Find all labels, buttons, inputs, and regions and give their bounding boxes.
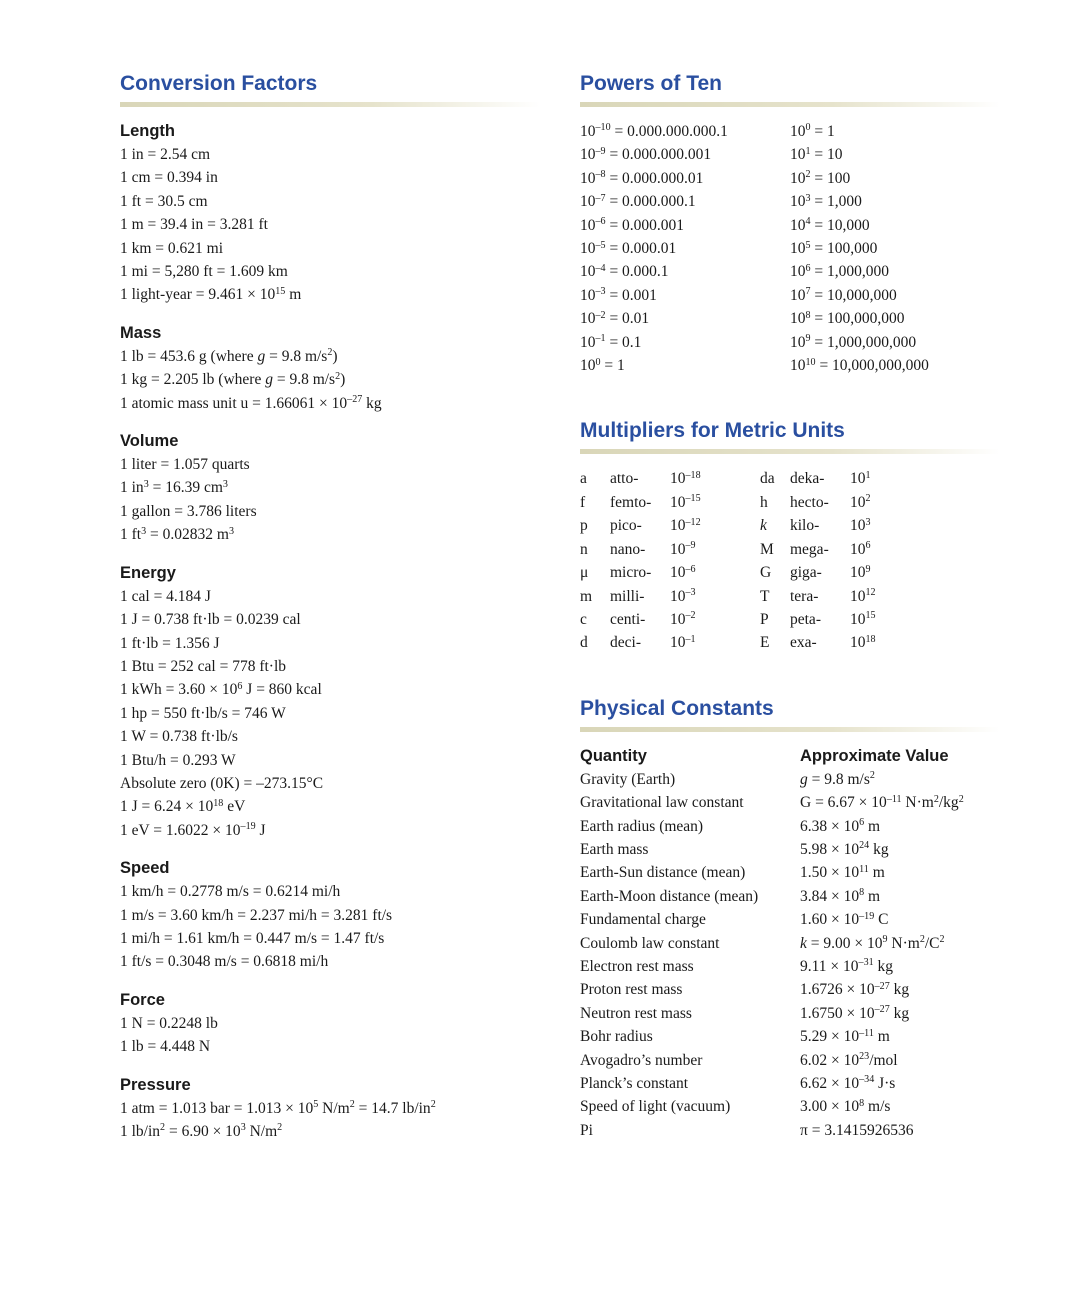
constant-value: g = 9.8 $m/s^2$ [800,770,875,788]
group-heading: Speed [120,859,170,878]
prefix-factor: $10^{12}$ [850,586,876,605]
constant-value: $k = 9.00 \times 10^9$ $N\cdot m^2/C^2$ [800,934,945,952]
group-heading: Energy [120,563,176,582]
conversion-line: 1 in = 2.54 cm [120,146,211,163]
prefix-name: centi- [610,610,646,628]
constant-quantity: Electron rest mass [580,957,694,975]
power-entry: $10^{10} = 10,000,000,000$ [790,356,929,375]
conversion-line: 1 eV = $1.6022 \times 10^{-19}$ J [120,821,266,839]
conversion-line: 1 liter = 1.057 quarts [120,456,250,474]
power-entry: $10^{-10} = 0.000.000.000.1$ [580,122,728,140]
prefix-symbol: a [580,470,587,488]
prefix-symbol: d [580,634,588,652]
conversion-line: 1 m/s = 3.60 km/h = 2.237 mi/h = 3.281 ft/s [120,906,393,924]
constant-value: π = 3.1415926536 [800,1121,914,1139]
conversion-line: 1 atomic mass unit $u = 1.66061 \times 10^{-27}$ kg [120,394,382,412]
conversion-line: 1 mi = 5,280 ft = 1.609 km [120,263,288,281]
conversion-group-volume [120,430,540,547]
constant-value: $6.62 \times 10^{-34}$ J·s [800,1074,896,1092]
prefix-factor: $10^1$ [850,469,871,488]
prefix-factor: $10^{-15}$ [670,493,701,511]
conversion-group-energy [120,562,540,842]
power-entry: $10^1 = 10$ [790,145,843,164]
positive-powers-list [790,120,990,377]
conversion-line: 1 km/h = 0.2778 m/s = 0.6214 mi/h [120,883,341,901]
prefix-factor: $10^9$ [850,563,871,582]
constant-quantity: Proton rest mass [580,981,683,999]
power-entry: $10^4 = 10,000$ [790,216,870,234]
constant-quantity: Gravitational law constant [580,794,744,812]
prefix-factor: $10^{-9}$ [670,540,696,558]
constant-quantity: Bohr radius [580,1028,653,1046]
group-heading: Length [120,122,175,140]
conversion-line: 1 gallon = 3.786 liters [120,502,257,520]
prefix-factor: $10^{-12}$ [670,516,701,535]
conversion-group-mass [120,322,540,415]
constant-quantity: Fundamental charge [580,911,706,929]
prefix-name: deci- [610,634,641,652]
power-entry: $10^8 = 100,000,000$ [790,309,905,328]
power-entry: $10^6 = 1,000,000$ [790,262,890,281]
conversion-line: 1 lb = 453.6 g (where g = 9.8 $m/s^2$) [120,347,338,365]
power-entry: $10^9 = 1,000,000,000$ [790,333,917,351]
prefix-name: femto- [610,493,652,511]
power-entry: $10^0 = 1$ [580,356,625,375]
power-entry: $10^2 = 100$ [790,169,851,187]
power-entry: $10^{-6} = 0.000.001$ [580,216,685,234]
prefix-symbol: n [580,540,588,558]
power-entry: $10^{-2} = 0.01$ [580,309,650,328]
conversion-group-pressure [120,1074,540,1144]
group-heading: Mass [120,323,162,342]
conversion-line: 1 J = 0.738 ft·lb = 0.0239 cal [120,611,301,629]
conversion-line: 1 km = 0.621 mi [120,239,224,257]
power-entry: $10^{-3} = 0.001$ [580,286,657,304]
conversion-line: 1 hp = 550 ft·lb/s = 746 W [120,704,286,722]
constant-quantity: Neutron rest mass [580,1004,692,1022]
constant-value: $6.38 \times 10^6$ m [800,817,881,835]
conversion-factors-title: Conversion Factors [120,72,318,95]
prefix-name: micro- [610,564,652,582]
conversion-line: 1 ft = 30.5 cm [120,192,208,210]
conversion-group-speed [120,857,540,974]
power-entry: $10^{-9} = 0.000.000.001$ [580,145,712,164]
constant-value: $3.84 \times 10^8$ m [800,887,881,905]
prefix-symbol: da [760,470,775,488]
power-entry: $10^3 = 1,000$ [790,192,862,211]
constant-quantity: Avogadro’s number [580,1051,703,1069]
constant-value: $G = 6.67 \times 10^{-11}$ $N\cdot m^2/kg^2$ [800,793,964,812]
prefix-name: atto- [610,470,639,488]
prefix-name: hecto- [790,493,829,511]
section-divider [580,102,1000,107]
power-entry: $10^{-4} = 0.000.1$ [580,262,669,281]
prefix-factor: $10^2$ [850,493,871,511]
prefix-name: nano- [610,540,646,558]
constant-quantity: Coulomb law constant [580,934,720,952]
physical-constants-table [580,745,1000,1143]
power-entry: $10^7 = 10,000,000$ [790,286,897,304]
power-entry: $10^{-5} = 0.000.01$ [580,239,677,258]
conversion-line: 1 cm = 0.394 in [120,169,218,187]
conversion-line: 1 ft·lb = 1.356 J [120,634,220,652]
powers-of-ten-table [580,120,1000,377]
prefix-symbol: p [580,517,588,535]
conversion-line: 1 Btu/h = 0.293 W [120,751,236,769]
prefix-symbol: T [760,587,770,605]
conversion-line: 1 mi/h = 1.61 km/h = 0.447 m/s = 1.47 ft/s [120,929,385,947]
prefix-name: deka- [790,470,825,488]
prefix-factor: $10^{-6}$ [670,563,696,582]
prefix-factor: $10^3$ [850,516,871,535]
group-heading: Volume [120,432,179,451]
prefix-name: exa- [790,634,817,652]
constant-quantity: Planck’s constant [580,1075,689,1092]
group-heading: Force [120,990,165,1009]
prefix-symbol: f [580,493,586,511]
prefix-factor: $10^{15}$ [850,610,876,628]
conversion-line: Absolute zero (0K) = –273.15°C [120,774,324,792]
conversion-line: 1 light-year = $9.461 \times 10^{15}$ m [120,285,302,304]
power-entry: $10^{-1} = 0.1$ [580,333,642,351]
prefix-factor: $10^{-3}$ [670,586,696,605]
powers-of-ten-title: Powers of Ten [580,72,722,95]
prefix-name: tera- [790,587,819,605]
constant-quantity: Speed of light (vacuum) [580,1098,731,1116]
conversion-line: 1 atm = 1.013 bar = $1.013 \times 10^5$ $N/m^2 = 14.7$ $lb/in^2$ [120,1099,436,1117]
constant-value: $1.60 \times 10^{-19}$ C [800,910,889,929]
quantity-header: Quantity [580,746,647,765]
prefix-name: kilo- [790,517,820,535]
conversion-line: 1 ft/s = 0.3048 m/s = 0.6818 mi/h [120,953,329,971]
constant-value: $5.29 \times 10^{-11}$ m [800,1027,890,1046]
multipliers-table [580,467,1000,654]
constant-value: $5.98 \times 10^{24}$ kg [800,840,889,858]
constant-value: $3.00 \times 10^8$ m/s [800,1097,891,1116]
physical-constants-title: Physical Constants [580,696,774,720]
prefix-symbol: h [760,493,768,511]
prefix-name: milli- [610,587,645,605]
conversion-line: 1 $J = 6.24 \times 10^{18}$ eV [120,797,246,816]
prefix-symbol: P [760,610,769,628]
prefix-name: mega- [790,540,829,558]
constant-value: $1.50 \times 10^{11}$ m [800,863,885,882]
prefix-symbol: μ [580,564,589,582]
conversion-line: 1 N = 0.2248 lb [120,1014,218,1032]
prefix-factor: $10^{-2}$ [670,610,696,628]
constant-quantity: Pi [580,1121,593,1139]
constant-quantity: Gravity (Earth) [580,770,676,788]
conversion-group-length [120,120,540,307]
constant-value: $9.11 \times 10^{-31}$ kg [800,957,894,975]
conversion-line: 1 $in^3 = 16.39$ $cm^3$ [120,478,228,497]
constant-value: $6.02 \times 10^{23}$/mol [800,1051,898,1069]
section-divider [580,449,1000,454]
constant-value: $1.6726 \times 10^{-27}$ kg [800,980,910,999]
prefix-factor: $10^6$ [850,540,871,558]
conversion-group-force [120,989,540,1059]
conversion-line: 1 W = 0.738 ft·lb/s [120,728,238,746]
conversion-line: 1 kWh = $3.60 \times 10^6$ J = 860 kcal [120,680,322,699]
power-entry: $10^{-7} = 0.000.000.1$ [580,192,696,211]
group-heading: Pressure [120,1075,191,1094]
prefix-symbol: k [760,517,767,535]
conversion-line: 1 kg = 2.205 lb (where g = 9.8 $m/s^2$) [120,370,346,389]
prefix-name: peta- [790,610,821,628]
prefix-symbol: M [760,540,774,558]
constant-quantity: Earth-Sun distance (mean) [580,864,746,882]
conversion-line: 1 m = 39.4 in = 3.281 ft [120,216,268,234]
power-entry: $10^{-8} = 0.000.000.01$ [580,169,704,187]
value-header: Approximate Value [800,746,949,765]
prefix-symbol: c [580,610,587,628]
conversion-line: 1 $lb/in^2 = 6.90 \times 10^3$ $N/m^2$ [120,1122,283,1140]
constant-value: $1.6750 \times 10^{-27}$ kg [800,1004,910,1022]
power-entry: $10^5 = 100,000$ [790,239,878,258]
right-column [580,70,1000,1142]
section-divider [120,102,540,107]
conversion-line: 1 Btu = 252 cal = 778 ft·lb [120,657,287,675]
constant-quantity: Earth mass [580,840,649,858]
prefix-name: pico- [610,517,642,535]
prefix-factor: $10^{-18}$ [670,469,701,488]
conversion-line: 1 $ft^3 = 0.02832$ $m^3$ [120,525,234,544]
multipliers-title: Multipliers for Metric Units [580,419,845,443]
prefix-symbol: E [760,634,770,652]
prefix-name: giga- [790,564,822,582]
prefix-factor: $10^{18}$ [850,633,876,652]
prefix-symbol: G [760,564,772,582]
constant-quantity: Earth-Moon distance (mean) [580,887,759,905]
conversion-line: 1 lb = 4.448 N [120,1038,211,1056]
constant-quantity: Earth radius (mean) [580,817,704,835]
section-divider [580,727,1000,732]
negative-powers-list [580,120,790,377]
power-entry: $10^0 = 1$ [790,122,835,140]
conversion-groups [120,120,540,1143]
conversion-line: 1 cal = 4.184 J [120,587,211,605]
conversion-factors-column [120,70,540,1158]
prefix-symbol: m [580,587,593,605]
prefix-factor: $10^{-1}$ [670,633,696,652]
